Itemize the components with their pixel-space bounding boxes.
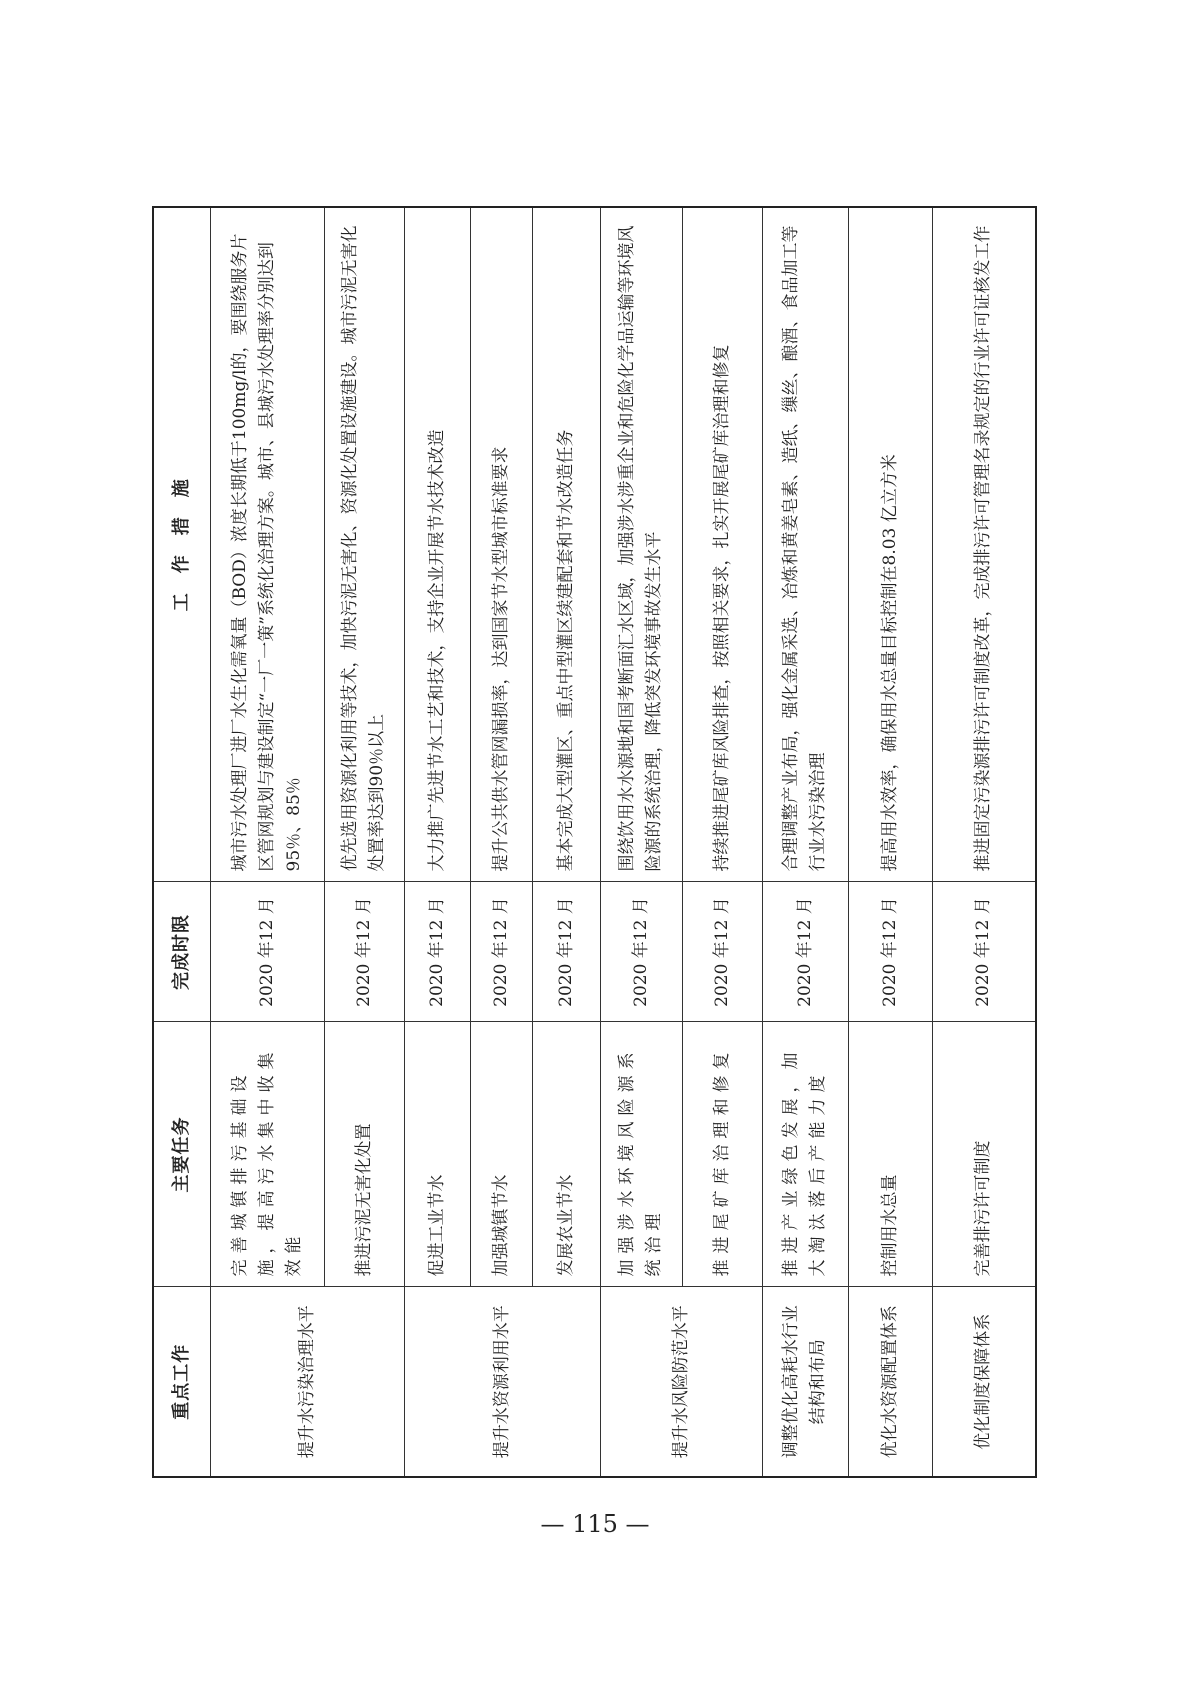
header-task: 主要任务: [153, 1022, 210, 1287]
focus-cell: 提升水污染治理水平: [210, 1287, 404, 1477]
measure-cell: 优先选用资源化利用等技术，加快污泥无害化、资源化处置设施建设。城市污泥无害化处置率达到90％以上: [324, 207, 404, 882]
deadline-cell: 2020 年12 月: [848, 882, 932, 1022]
table-row: [932, 207, 1036, 1477]
task-cell: 加强涉水环境风险源系统治理: [600, 1022, 682, 1287]
deadline-cell: 2020 年12 月: [532, 882, 600, 1022]
measure-cell: 推进固定污染源排污许可制度改革，完成排污许可管理名录规定的行业许可证核发工作: [932, 207, 1036, 882]
measure-cell: 提高用水效率，确保用水总量目标控制在8.03 亿立方米: [848, 207, 932, 882]
deadline-cell: 2020 年12 月: [762, 882, 848, 1022]
task-cell: 推进污泥无害化处置: [324, 1022, 404, 1287]
table-row: [600, 207, 682, 1477]
deadline-cell: 2020 年12 月: [324, 882, 404, 1022]
focus-cell: 优化制度保障体系: [932, 1287, 1036, 1477]
task-cell: 控制用水总量: [848, 1022, 932, 1287]
page-number: — 115 —: [540, 1510, 650, 1538]
task-cell: 促进工业节水: [404, 1022, 470, 1287]
deadline-cell: 2020 年12 月: [404, 882, 470, 1022]
task-cell: 完善排污许可制度: [932, 1022, 1036, 1287]
table-row: [762, 207, 848, 1477]
header-focus: 重点工作: [153, 1287, 210, 1477]
work-plan-table: [152, 206, 1037, 1478]
rotated-table-container: [152, 208, 1037, 1478]
focus-cell: 提升水风险防范水平: [600, 1287, 762, 1477]
measure-cell: 城市污水处理厂进厂水生化需氧量（BOD）浓度长期低于100mg/l的，要围绕服务片区管网规划与建设制定“一厂一策”系统化治理方案。城市、县城污水处理率分别达到95％、85％: [210, 207, 324, 882]
focus-cell: 优化水资源配置体系: [848, 1287, 932, 1477]
task-cell: 完善城镇排污基础设施，提高污水集中收集效能: [210, 1022, 324, 1287]
table-row: [470, 207, 532, 1477]
table-row: [404, 207, 470, 1477]
header-deadline: 完成时限: [153, 882, 210, 1022]
measure-cell: 合理调整产业布局，强化金属采选、冶炼和黄姜皂素、造纸、缫丝、酿酒、食品加工等行业水污染治理: [762, 207, 848, 882]
measure-cell: 大力推广先进节水工艺和技术，支持企业开展节水技术改造: [404, 207, 470, 882]
task-cell: 推进尾矿库治理和修复: [682, 1022, 762, 1287]
measure-cell: 提升公共供水管网漏损率，达到国家节水型城市标准要求: [470, 207, 532, 882]
table-row: [848, 207, 932, 1477]
deadline-cell: 2020 年12 月: [932, 882, 1036, 1022]
table-row: [324, 207, 404, 1477]
measure-cell: 围绕饮用水水源地和国考断面汇水区域，加强涉水涉重企业和危险化学品运输等环境风险源的系统治理，降低突发环境事故发生水平: [600, 207, 682, 882]
measure-cell: 基本完成大型灌区、重点中型灌区续建配套和节水改造任务: [532, 207, 600, 882]
table-row: [532, 207, 600, 1477]
header-measure: 工 作 措 施: [153, 207, 210, 882]
focus-cell: 调整优化高耗水行业结构和布局: [762, 1287, 848, 1477]
deadline-cell: 2020 年12 月: [210, 882, 324, 1022]
task-cell: 加强城镇节水: [470, 1022, 532, 1287]
task-cell: 发展农业节水: [532, 1022, 600, 1287]
task-cell: 推进产业绿色发展，加大淘汰落后产能力度: [762, 1022, 848, 1287]
deadline-cell: 2020 年12 月: [470, 882, 532, 1022]
deadline-cell: 2020 年12 月: [600, 882, 682, 1022]
deadline-cell: 2020 年12 月: [682, 882, 762, 1022]
table-row: [682, 207, 762, 1477]
table-header-row: [153, 207, 210, 1477]
focus-cell: 提升水资源利用水平: [404, 1287, 600, 1477]
measure-cell: 持续推进尾矿库风险排查，按照相关要求，扎实开展尾矿库治理和修复: [682, 207, 762, 882]
table-row: [210, 207, 324, 1477]
